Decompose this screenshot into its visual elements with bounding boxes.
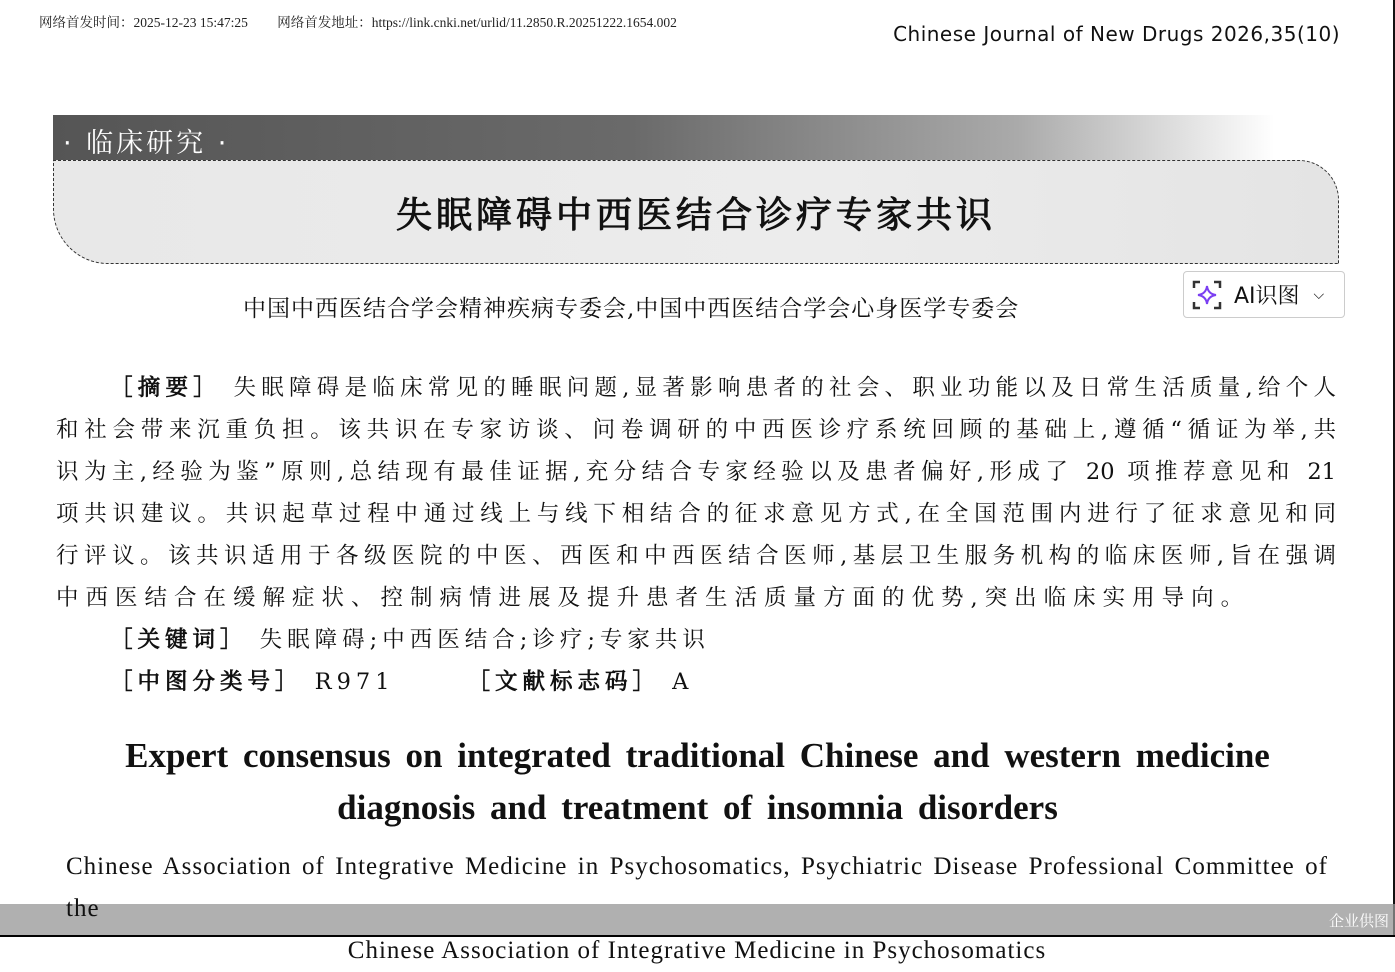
abstract-line: ［摘要］ 失眠障碍是临床常见的睡眠问题,显著影响患者的社会、职业功能以及日常生活质量,给个人 — [110, 375, 1336, 401]
ai-button-label: AI识图 — [1234, 284, 1300, 309]
title-box — [53, 160, 1339, 264]
abstract — [56, 367, 1336, 619]
classification: ［中图分类号］ R971 ［文献标志码］ A — [110, 669, 694, 695]
publication-time: 网络首发时间：2025-12-23 15:47:25 — [39, 15, 248, 30]
article-authors: 中国中西医结合学会精神疾病专委会,中国中西医结合学会心身医学专委会 — [243, 296, 1020, 322]
footer-badge: 企业供图 — [1328, 912, 1389, 930]
keywords-block — [110, 619, 710, 703]
online-publication-info — [39, 11, 703, 31]
chevron-down-icon[interactable]: ⌵ — [1313, 286, 1325, 303]
journal-citation: Chinese Journal of New Drugs 2026,35(10) — [893, 22, 1340, 46]
publication-url: 网络首发地址：https://link.cnki.net/urlid/11.2850.R.20251222.1654.002 — [277, 15, 677, 30]
keywords: ［关键词］ 失眠障碍;中西医结合;诊疗;专家共识 — [110, 627, 710, 653]
ai-image-recognition-button[interactable] — [1183, 271, 1345, 318]
article-title: 失眠障碍中西医结合诊疗专家共识 — [395, 195, 996, 236]
ai-sparkle-icon — [1192, 280, 1222, 310]
abstract-line: 项共识建议。共识起草过程中通过线上与线下相结合的征求意见方式,在全国范围内进行了征求意见和同 — [56, 501, 1336, 527]
english-title: Expert consensus on integrated traditional Chinese and western medicine diagnosis and treatment of insomnia disorders — [125, 736, 1270, 827]
section-banner — [53, 115, 1339, 160]
section-label: · 临床研究 · — [63, 128, 230, 159]
abstract-label: ［摘要］ — [110, 375, 222, 401]
english-authors: Chinese Association of Integrative Medicine in Psychosomatics, Psychiatric Disease Professional Committee of the Chinese Association of Integrative Medicine in Psychosomatics — [66, 853, 1328, 964]
abstract-line: 识为主,经验为鉴”原则,总结现有最佳证据,充分结合专家经验以及患者偏好,形成了 20 项推荐意见和 21 — [56, 459, 1336, 485]
abstract-line: 和社会带来沉重负担。该共识在专家访谈、问卷调研的中西医诊疗系统回顾的基础上,遵循“循证为举,共 — [56, 417, 1336, 443]
abstract-line: 中西医结合在缓解症状、控制病情进展及提升患者生活质量方面的优势,突出临床实用导向。 — [56, 585, 1251, 611]
abstract-line: 行评议。该共识适用于各级医院的中医、西医和中西医结合医师,基层卫生服务机构的临床医师,旨在强调 — [56, 543, 1336, 569]
